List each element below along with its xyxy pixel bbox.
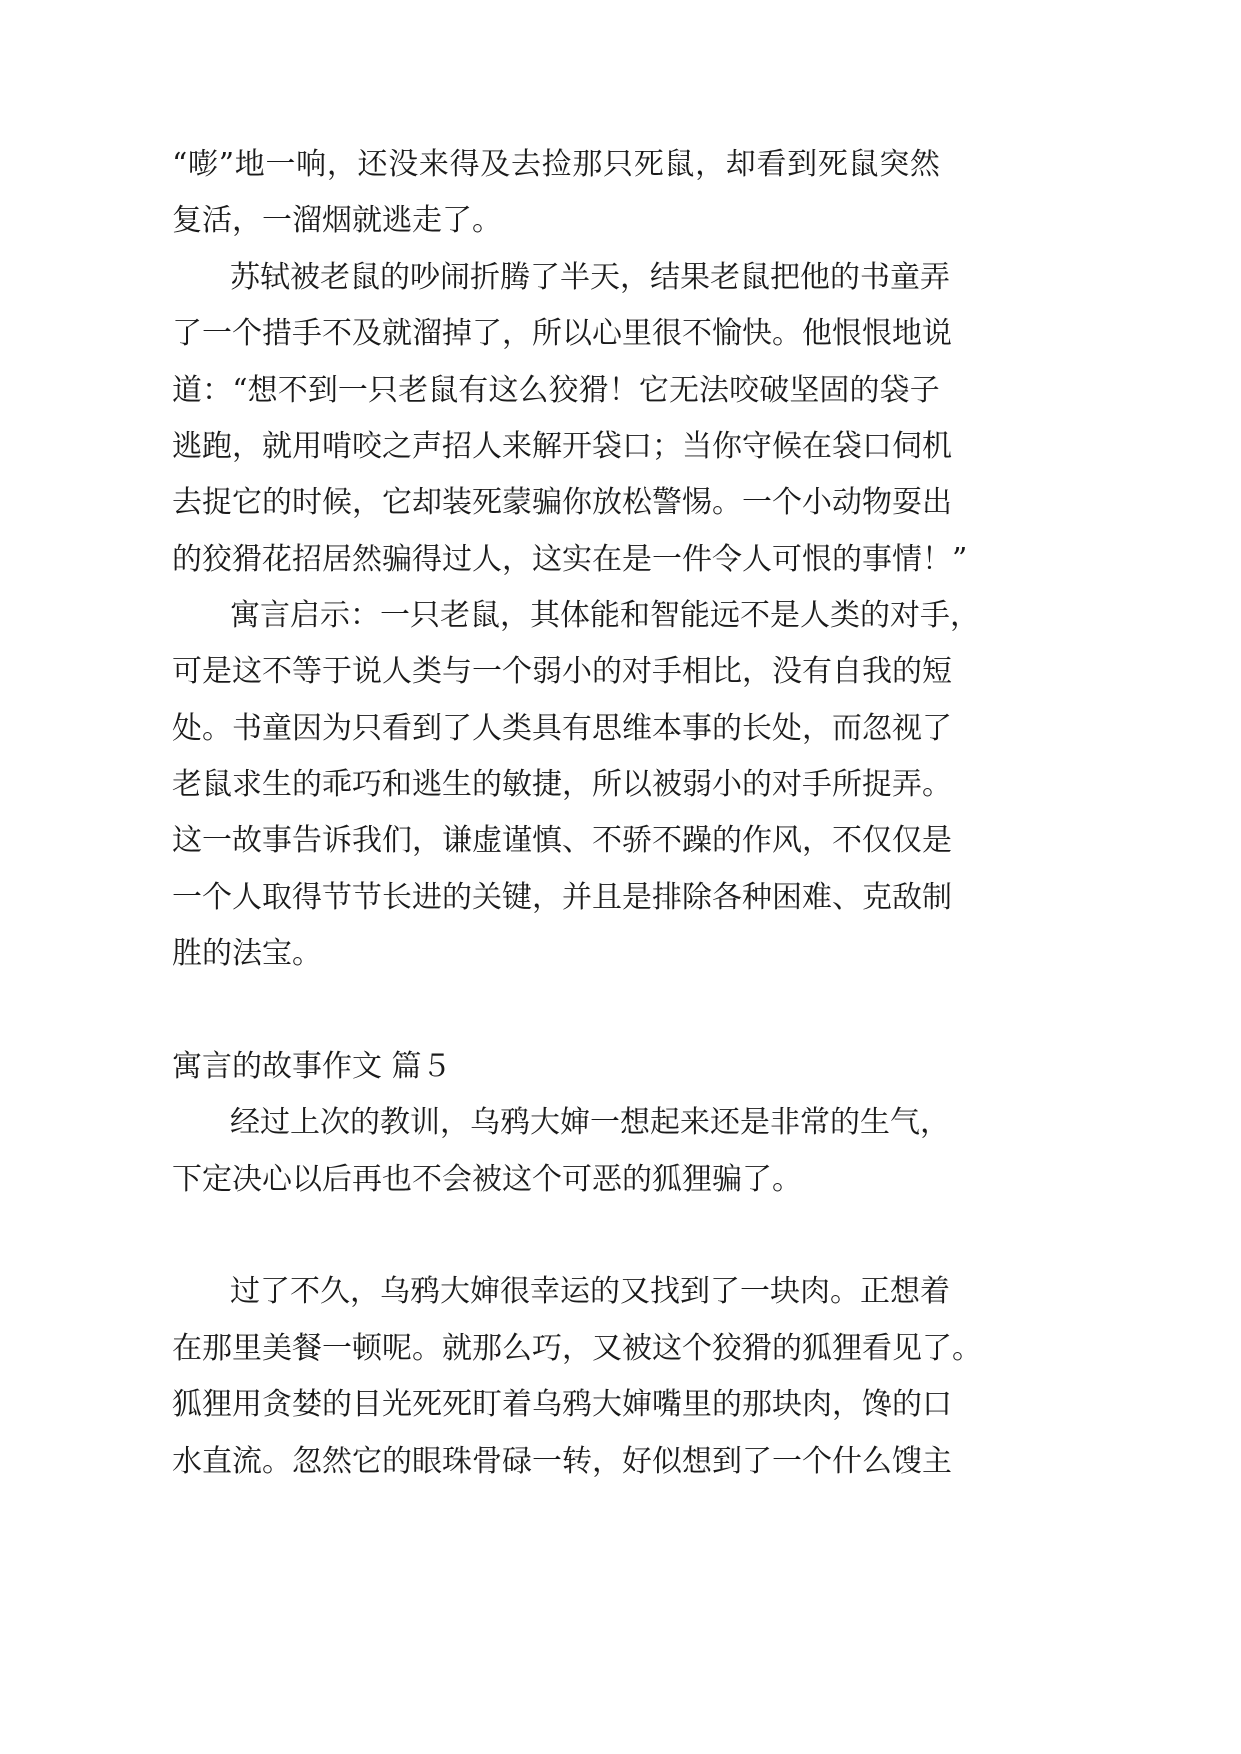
paragraph-line: 了 一 个 措 手 不 及 就 溜 掉 了 ， 所 以 心 里 很 不 愉 快 。 他 恨 恨 地 说 bbox=[172, 316, 952, 351]
paragraph-line: 的 狡 猾 花 招 居 然 骗 得 过 人 ， 这 实 在 是 一 件 令 人 可 恨 的 事 情 ！ ” bbox=[172, 542, 968, 577]
paragraph-line: “ 嘭 ” 地 一 响 ， 还 没 来 得 及 去 捡 那 只 死 鼠 ， 却 看 到 死 鼠 突 然 bbox=[172, 147, 940, 182]
paragraph-line: 苏 轼 被 老 鼠 的 吵 闹 折 腾 了 半 天 ， 结 果 老 鼠 把 他 的 书 童 弄 bbox=[230, 260, 950, 295]
paragraph-line: 寓 言 启 示 ： 一 只 老 鼠 ， 其 体 能 和 智 能 远 不 是 人 类 的 对 手 ， bbox=[230, 598, 980, 633]
paragraph-line: 狐 狸 用 贪 婪 的 目 光 死 死 盯 着 乌 鸦 大 婶 嘴 里 的 那 块 肉 ， 馋 的 口 bbox=[172, 1387, 952, 1422]
paragraph-line: 这 一 故 事 告 诉 我 们 ， 谦 虚 谨 慎 、 不 骄 不 躁 的 作 风 ， 不 仅 仅 是 bbox=[172, 823, 952, 858]
paragraph-line: 老 鼠 求 生 的 乖 巧 和 逃 生 的 敏 捷 ， 所 以 被 弱 小 的 对 手 所 捉 弄 。 bbox=[172, 767, 952, 802]
paragraph-line: 在 那 里 美 餐 一 顿 呢 。 就 那 么 巧 ， 又 被 这 个 狡 猾 的 狐 狸 看 见 了 。 bbox=[172, 1331, 982, 1366]
paragraph-line: 一 个 人 取 得 节 节 长 进 的 关 键 ， 并 且 是 排 除 各 种 困 难 、 克 敌 制 bbox=[172, 880, 952, 915]
paragraph-line: 去 捉 它 的 时 候 ， 它 却 装 死 蒙 骗 你 放 松 警 惕 。 一 个 小 动 物 耍 出 bbox=[172, 485, 952, 520]
paragraph-line: 水 直 流 。 忽 然 它 的 眼 珠 骨 碌 一 转 ， 好 似 想 到 了 一 个 什 么 馊 主 bbox=[172, 1444, 952, 1479]
paragraph-line: 逃 跑 ， 就 用 啃 咬 之 声 招 人 来 解 开 袋 口 ； 当 你 守 候 在 袋 口 伺 机 bbox=[172, 429, 952, 464]
paragraph-line: 道 ： “ 想 不 到 一 只 老 鼠 有 这 么 狡 猾 ！ 它 无 法 咬 破 坚 固 的 袋 子 bbox=[172, 373, 940, 408]
paragraph-line: 胜的法宝。 bbox=[172, 936, 322, 971]
section-heading: 寓言的故事作文 篇５ bbox=[172, 1049, 452, 1084]
paragraph-line: 处 。 书 童 因 为 只 看 到 了 人 类 具 有 思 维 本 事 的 长 处 ， 而 忽 视 了 bbox=[172, 711, 952, 746]
paragraph-line: 复活，一溜烟就逃走了。 bbox=[172, 203, 502, 238]
paragraph-line: 可 是 这 不 等 于 说 人 类 与 一 个 弱 小 的 对 手 相 比 ， 没 有 自 我 的 短 bbox=[172, 654, 952, 689]
paragraph-line: 过 了 不 久 ， 乌 鸦 大 婶 很 幸 运 的 又 找 到 了 一 块 肉 。 正 想 着 bbox=[230, 1274, 950, 1309]
paragraph-line: 经 过 上 次 的 教 训 ， 乌 鸦 大 婶 一 想 起 来 还 是 非 常 的 生 气 ， bbox=[230, 1105, 950, 1140]
paragraph-line: 下定决心以后再也不会被这个可恶的狐狸骗了。 bbox=[172, 1162, 802, 1197]
